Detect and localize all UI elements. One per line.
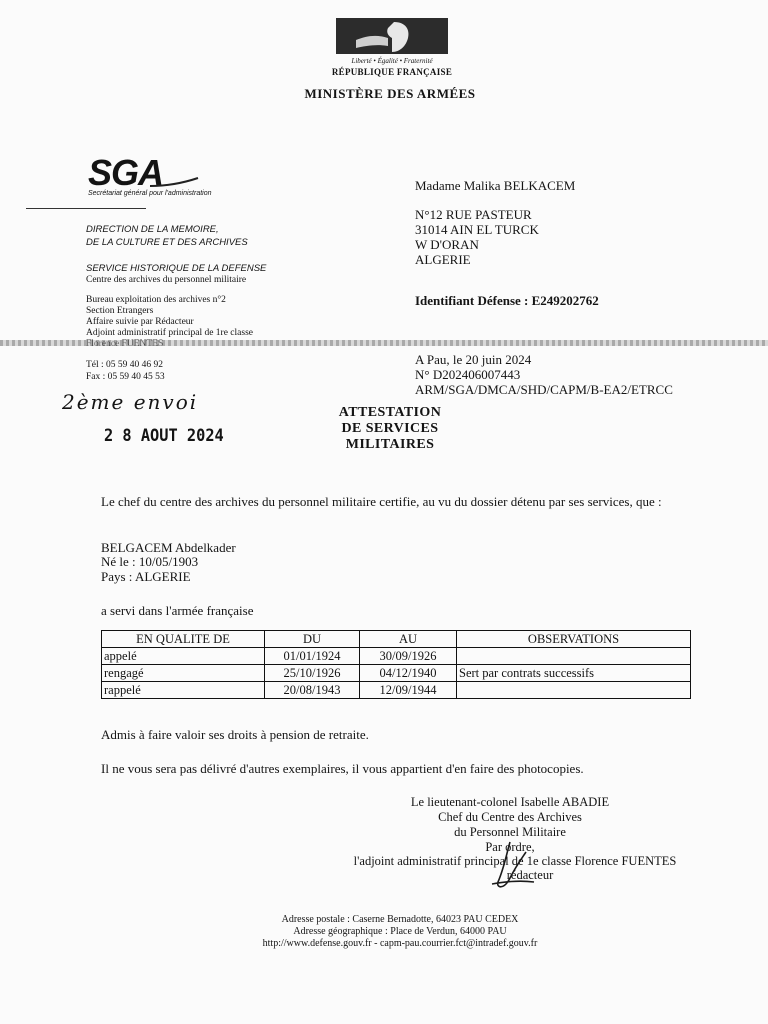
- place-date: A Pau, le 20 juin 2024: [415, 352, 532, 367]
- table-cell: 01/01/1924: [265, 648, 360, 665]
- soldier-birthdate: Né le : 10/05/1903: [101, 554, 199, 569]
- by-order: Par ordre,: [485, 840, 535, 854]
- recipient-address-4: ALGERIE: [415, 252, 471, 267]
- table-cell: [457, 682, 691, 699]
- sga-swash-icon: [150, 170, 200, 190]
- pension-statement: Admis à faire valoir ses droits à pension de retraite.: [101, 727, 369, 742]
- document-title-line-2: DE SERVICES MILITAIRES: [341, 421, 439, 452]
- document-title-line-1: ATTESTATION: [338, 405, 442, 420]
- affaire-line: Affaire suivie par Rédacteur: [86, 317, 194, 327]
- recipient-address-1: N°12 RUE PASTEUR: [415, 207, 532, 222]
- defense-identifier: Identifiant Défense : E249202762: [415, 293, 599, 308]
- table-row: [102, 682, 691, 699]
- republic-motto: Liberté • Égalité • Fraternité: [351, 57, 433, 65]
- table-cell: 30/09/1926: [360, 648, 457, 665]
- republic-name: RÉPUBLIQUE FRANÇAISE: [331, 67, 453, 77]
- table-cell: 20/08/1943: [265, 682, 360, 699]
- recipient-name: Madame Malika BELKACEM: [415, 178, 576, 193]
- table-cell: rengagé: [102, 665, 265, 682]
- fax: Fax : 05 59 40 45 53: [86, 372, 165, 382]
- table-cell: appelé: [102, 648, 265, 665]
- phone: Tél : 05 59 40 46 92: [86, 360, 164, 370]
- service-table: [101, 630, 691, 699]
- handwritten-annotation: 2ème envoi: [62, 390, 199, 414]
- bureau-line: Bureau exploitation des archives n°2: [86, 295, 226, 305]
- served-line: a servi dans l'armée française: [101, 603, 254, 618]
- soldier-name: BELGACEM Abdelkader: [101, 540, 236, 555]
- postal-address: Adresse postale : Caserne Bernadotte, 64023 PAU CEDEX: [281, 914, 519, 925]
- direction-line-1: DIRECTION DE LA MEMOIRE,: [86, 224, 219, 235]
- divider: [26, 208, 146, 209]
- signatory-title-1: Chef du Centre des Archives: [438, 810, 582, 824]
- direction-line-2: DE LA CULTURE ET DES ARCHIVES: [86, 237, 248, 248]
- reference-number: N° D202406007443: [415, 367, 521, 382]
- adjoint-signatory: l'adjoint administratif principal de 1e classe Florence FUENTES: [353, 854, 677, 868]
- centre-name: Centre des archives du personnel militaire: [86, 275, 247, 285]
- table-cell: rappelé: [102, 682, 265, 699]
- web-links: http://www.defense.gouv.fr - capm-pau.courrier.fct@intradef.gouv.fr: [262, 938, 538, 949]
- date-stamp: 2 8 AOUT 2024: [104, 426, 224, 446]
- column-header: AU: [360, 631, 457, 648]
- column-header: DU: [265, 631, 360, 648]
- column-header: OBSERVATIONS: [457, 631, 691, 648]
- table-cell: 25/10/1926: [265, 665, 360, 682]
- handwritten-signature-icon: [470, 838, 550, 898]
- copies-statement: Il ne vous sera pas délivré d'autres exemplaires, il vous appartient d'en faire des photocopies.: [101, 761, 584, 776]
- scan-artifact: [0, 340, 768, 346]
- adjoint-line: Adjoint administratif principal de 1re classe: [86, 328, 253, 338]
- table-cell: 12/09/1944: [360, 682, 457, 699]
- table-row: [102, 665, 691, 682]
- table-cell: Sert par contrats successifs: [457, 665, 691, 682]
- table-cell: 04/12/1940: [360, 665, 457, 682]
- certification-paragraph: Le chef du centre des archives du personnel militaire certifie, au vu du dossier détenu par ses services, que :: [101, 494, 662, 509]
- ministry-name: MINISTÈRE DES ARMÉES: [304, 86, 476, 101]
- sga-logo: SGA: [88, 152, 164, 193]
- geographic-address: Adresse géographique : Place de Verdun, 64000 PAU: [293, 926, 507, 937]
- reference-code: ARM/SGA/DMCA/SHD/CAPM/B-EA2/ETRCC: [415, 382, 673, 397]
- signatory-title-2: du Personnel Militaire: [454, 825, 566, 839]
- service-name: SERVICE HISTORIQUE DE LA DEFENSE: [86, 263, 267, 274]
- column-header: EN QUALITE DE: [102, 631, 265, 648]
- recipient-address-3: W D'ORAN: [415, 237, 479, 252]
- recipient-address-2: 31014 AIN EL TURCK: [415, 222, 539, 237]
- section-line: Section Etrangers: [86, 306, 154, 316]
- marianne-logo-icon: [336, 18, 448, 54]
- redacteur: rédacteur: [506, 868, 554, 882]
- table-row: [102, 648, 691, 665]
- soldier-country: Pays : ALGERIE: [101, 569, 191, 584]
- signatory-name: Le lieutenant-colonel Isabelle ABADIE: [410, 795, 610, 809]
- sga-subtitle: Secrétariat général pour l'administration: [88, 190, 212, 197]
- table-cell: [457, 648, 691, 665]
